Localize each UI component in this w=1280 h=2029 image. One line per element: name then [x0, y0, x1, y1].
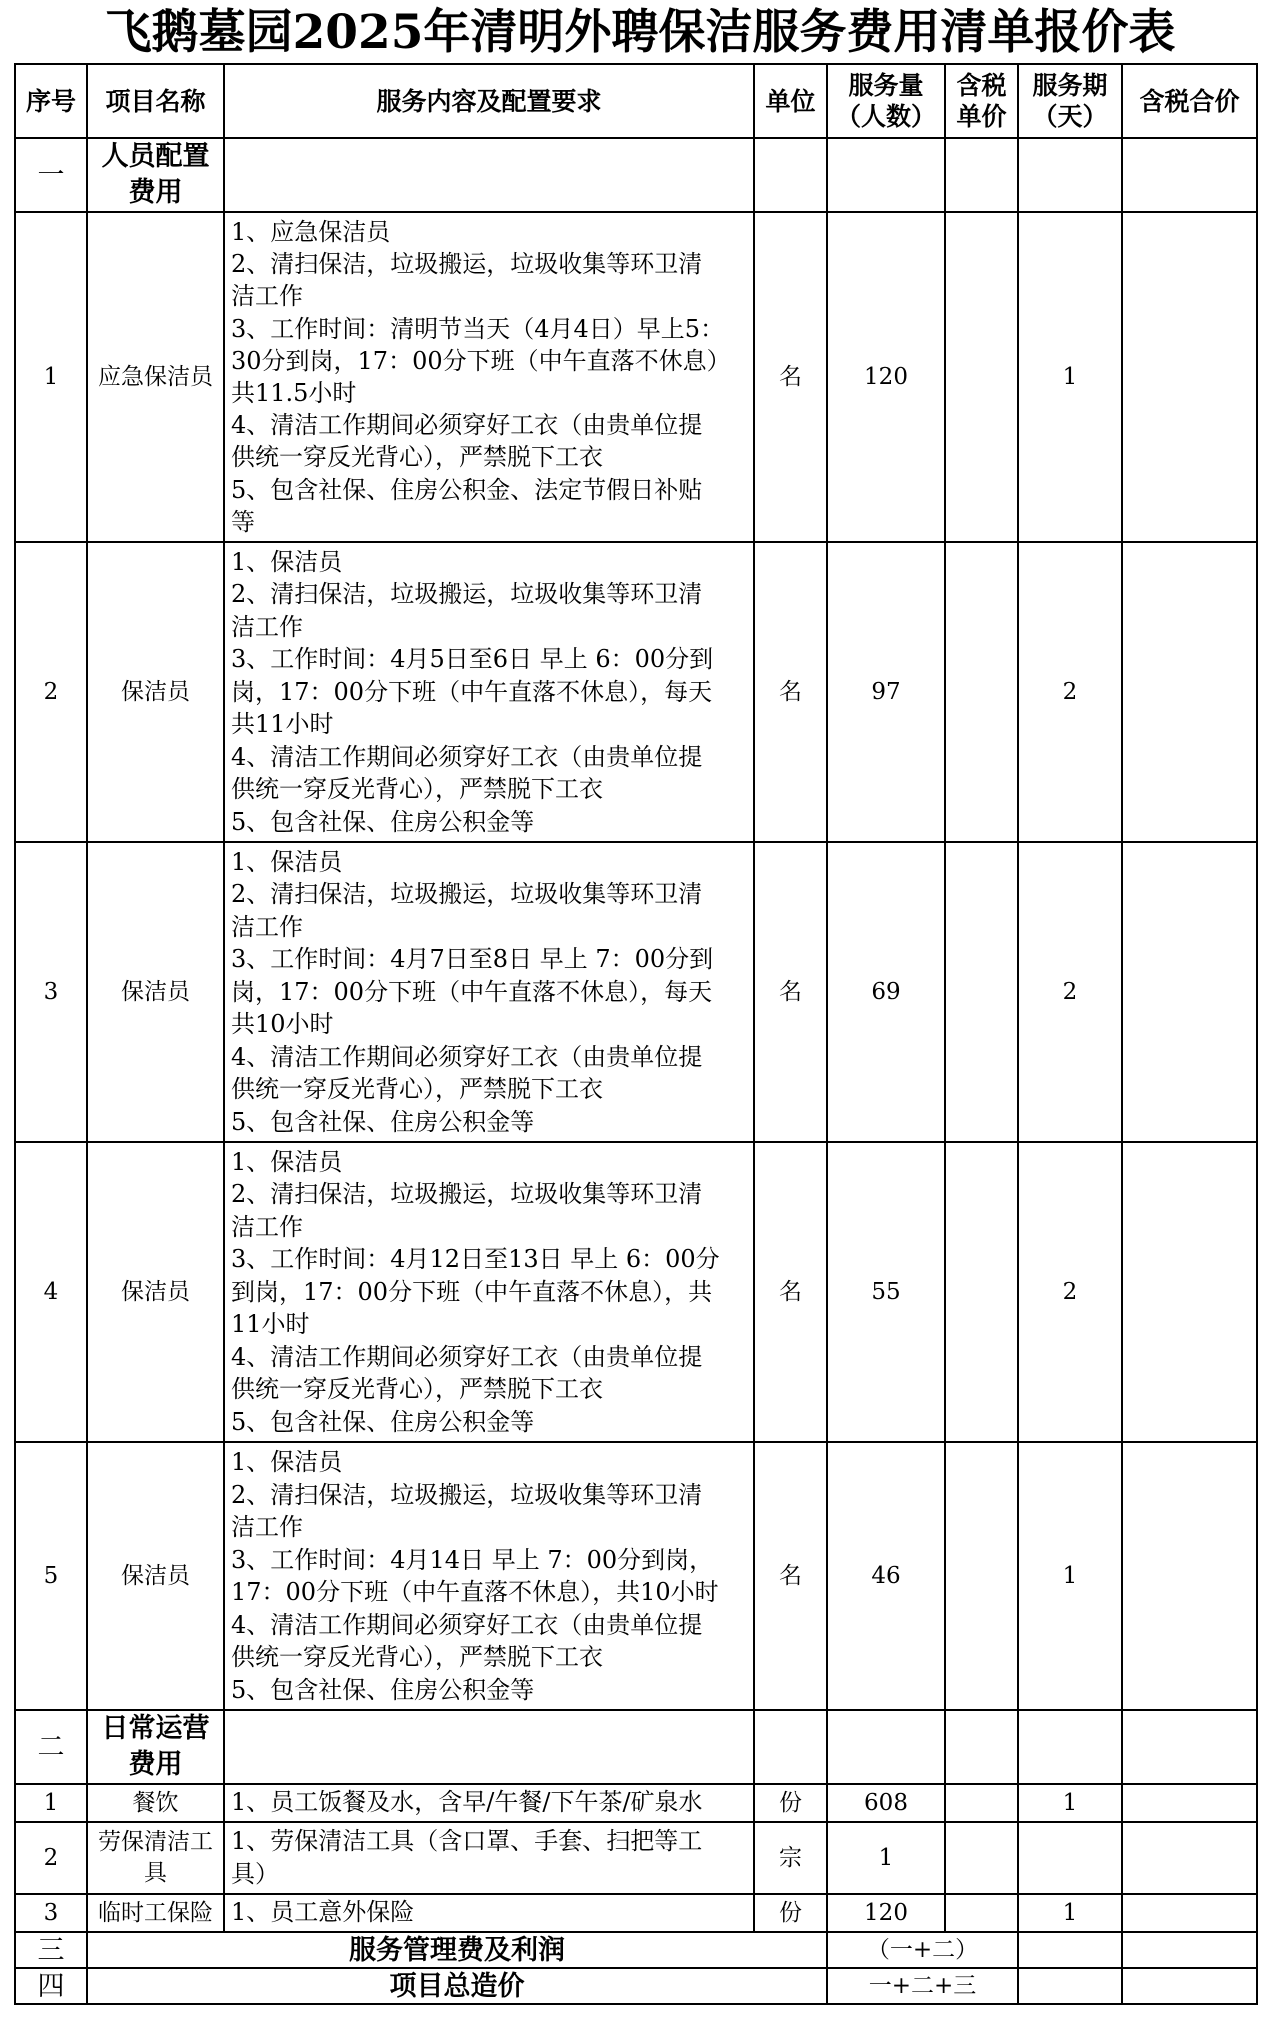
row-content	[224, 842, 754, 1142]
summary-row	[15, 1968, 1257, 2004]
content-line: 等	[231, 507, 255, 536]
row-item-name: 保洁员	[87, 542, 224, 842]
empty-cell	[1018, 1968, 1122, 2004]
row-content	[224, 1822, 754, 1894]
row-qty: 46	[827, 1442, 945, 1710]
row-unit: 份	[754, 1894, 827, 1932]
row-price	[945, 542, 1018, 842]
header-period-line1: 服务期	[1032, 71, 1108, 100]
content-line: 4、清洁工作期间必须穿好工衣（由贵单位提	[231, 411, 703, 440]
header-period-line2: （天）	[1032, 102, 1108, 131]
empty-cell	[1122, 1968, 1257, 2004]
content-line: 1、应急保洁员	[231, 217, 391, 246]
row-price	[945, 1822, 1018, 1894]
row-seq: 2	[15, 542, 87, 842]
row-item-name: 餐饮	[87, 1784, 224, 1822]
header-period	[1018, 64, 1122, 138]
content-line: 洁工作	[231, 912, 303, 941]
row-seq: 3	[15, 1894, 87, 1932]
content-line: 共11小时	[231, 710, 334, 739]
header-row	[15, 64, 1257, 138]
content-line: 洁工作	[231, 282, 303, 311]
summary-seq: 四	[15, 1968, 87, 2004]
row-content	[224, 1894, 754, 1932]
row-unit: 宗	[754, 1822, 827, 1894]
row-total	[1122, 212, 1257, 542]
empty-cell	[1122, 1932, 1257, 1968]
content-line: 5、包含社保、住房公积金等	[231, 807, 535, 836]
content-line: 1、员工意外保险	[231, 1898, 415, 1927]
row-item-name: 保洁员	[87, 1142, 224, 1442]
row-period: 2	[1018, 542, 1122, 842]
empty-cell	[827, 1710, 945, 1784]
summary-formula: 一+二+三	[827, 1968, 1018, 2004]
row-seq: 1	[15, 1784, 87, 1822]
header-qty-line2: （人数）	[835, 102, 936, 131]
item-row	[15, 1142, 1257, 1442]
header-price-line1: 含税	[956, 71, 1007, 100]
summary-name: 项目总造价	[87, 1968, 827, 2004]
item-row	[15, 1442, 1257, 1710]
empty-cell	[754, 1710, 827, 1784]
row-period: 1	[1018, 1442, 1122, 1710]
row-total	[1122, 1822, 1257, 1894]
content-line: 11小时	[231, 1310, 310, 1339]
row-qty: 55	[827, 1142, 945, 1442]
content-line: 4、清洁工作期间必须穿好工衣（由贵单位提	[231, 742, 703, 771]
row-content	[224, 212, 754, 542]
content-line: 供统一穿反光背心），严禁脱下工衣	[231, 1375, 603, 1404]
empty-cell	[1122, 138, 1257, 212]
content-line: 30分到岗，17：00分下班（中午直落不休息）	[231, 346, 731, 375]
content-line: 3、工作时间：4月7日至8日 早上 7：00分到	[231, 945, 714, 974]
row-period: 2	[1018, 842, 1122, 1142]
summary-row	[15, 1932, 1257, 1968]
content-line: 1、保洁员	[231, 1448, 343, 1476]
row-item-name: 临时工保险	[87, 1894, 224, 1932]
content-line: 5、包含社保、住房公积金等	[231, 1407, 535, 1436]
content-line: 共11.5小时	[231, 379, 357, 407]
quote-table	[14, 63, 1258, 2005]
content-line: 供统一穿反光背心），严禁脱下工衣	[231, 1643, 603, 1671]
content-line: 洁工作	[231, 612, 303, 641]
empty-cell	[1018, 1932, 1122, 1968]
content-line: 1、劳保清洁工具（含口罩、手套、扫把等工	[231, 1826, 703, 1855]
row-total	[1122, 1142, 1257, 1442]
row-unit: 名	[754, 1142, 827, 1442]
row-item-name: 保洁员	[87, 842, 224, 1142]
item-row	[15, 1822, 1257, 1894]
empty-cell	[827, 138, 945, 212]
content-line: 2、清扫保洁，垃圾搬运，垃圾收集等环卫清	[231, 880, 703, 909]
row-qty: 97	[827, 542, 945, 842]
row-content	[224, 1442, 754, 1710]
document-title: 飞鹅墓园2025年清明外聘保洁服务费用清单报价表	[104, 5, 1176, 60]
content-line: 17：00分下班（中午直落不休息），共10小时	[231, 1578, 719, 1606]
row-qty: 69	[827, 842, 945, 1142]
section-seq: 二	[15, 1710, 87, 1784]
header-unit: 单位	[754, 64, 827, 138]
content-line: 5、包含社保、住房公积金、法定节假日补贴	[231, 475, 703, 504]
row-item-name: 保洁员	[87, 1442, 224, 1710]
content-line: 1、员工饭餐及水，含早/午餐/下午茶/矿泉水	[231, 1788, 703, 1817]
content-line: 岗，17：00分下班（中午直落不休息），每天	[231, 677, 713, 706]
row-period: 1	[1018, 1894, 1122, 1932]
row-total	[1122, 1894, 1257, 1932]
content-line: 3、工作时间：4月14日 早上 7：00分到岗，	[231, 1545, 714, 1574]
row-total	[1122, 1442, 1257, 1710]
item-row	[15, 1894, 1257, 1932]
content-line: 3、工作时间：4月12日至13日 早上 6：00分	[231, 1245, 720, 1274]
row-content	[224, 1142, 754, 1442]
content-line: 共10小时	[231, 1010, 334, 1039]
content-line: 洁工作	[231, 1513, 303, 1541]
header-item: 项目名称	[87, 64, 224, 138]
empty-cell	[224, 138, 754, 212]
content-line: 3、工作时间：4月5日至6日 早上 6：00分到	[231, 645, 714, 674]
header-price-line2: 单价	[956, 102, 1007, 131]
content-line: 2、清扫保洁，垃圾搬运，垃圾收集等环卫清	[231, 1180, 703, 1209]
row-content	[224, 1784, 754, 1822]
content-line: 2、清扫保洁，垃圾搬运，垃圾收集等环卫清	[231, 580, 703, 609]
empty-cell	[224, 1710, 754, 1784]
content-line: 4、清洁工作期间必须穿好工衣（由贵单位提	[231, 1042, 703, 1071]
empty-cell	[754, 138, 827, 212]
row-unit: 名	[754, 542, 827, 842]
row-unit: 名	[754, 842, 827, 1142]
content-line: 岗，17：00分下班（中午直落不休息），每天	[231, 977, 713, 1006]
row-seq: 2	[15, 1822, 87, 1894]
content-line: 2、清扫保洁，垃圾搬运，垃圾收集等环卫清	[231, 1480, 703, 1509]
item-row	[15, 842, 1257, 1142]
content-line: 5、包含社保、住房公积金等	[231, 1107, 535, 1136]
section-row	[15, 138, 1257, 212]
item-row	[15, 1784, 1257, 1822]
empty-cell	[1018, 138, 1122, 212]
row-period: 2	[1018, 1142, 1122, 1442]
row-unit: 名	[754, 212, 827, 542]
empty-cell	[945, 138, 1018, 212]
content-line: 4、清洁工作期间必须穿好工衣（由贵单位提	[231, 1610, 703, 1639]
item-row	[15, 212, 1257, 542]
content-line: 4、清洁工作期间必须穿好工衣（由贵单位提	[231, 1342, 703, 1371]
row-period: 1	[1018, 212, 1122, 542]
row-qty: 120	[827, 1894, 945, 1932]
content-line: 3、工作时间：清明节当天（4月4日）早上5：	[231, 314, 725, 343]
row-item-name: 劳保清洁工具	[87, 1822, 224, 1894]
row-qty: 1	[827, 1822, 945, 1894]
header-total: 含税合价	[1122, 64, 1257, 138]
content-line: 2、清扫保洁，垃圾搬运，垃圾收集等环卫清	[231, 250, 703, 279]
row-total	[1122, 842, 1257, 1142]
row-unit: 份	[754, 1784, 827, 1822]
row-content	[224, 542, 754, 842]
row-price	[945, 212, 1018, 542]
row-seq: 5	[15, 1442, 87, 1710]
summary-seq: 三	[15, 1932, 87, 1968]
summary-formula: （一+二）	[827, 1932, 1018, 1968]
header-content: 服务内容及配置要求	[224, 64, 754, 138]
row-price	[945, 842, 1018, 1142]
row-price	[945, 1442, 1018, 1710]
item-row	[15, 542, 1257, 842]
content-line: 具）	[231, 1860, 279, 1888]
header-qty	[827, 64, 945, 138]
header-seq: 序号	[15, 64, 87, 138]
row-price	[945, 1784, 1018, 1822]
content-line: 5、包含社保、住房公积金等	[231, 1675, 535, 1704]
row-unit: 名	[754, 1442, 827, 1710]
header-price	[945, 64, 1018, 138]
row-price	[945, 1142, 1018, 1442]
summary-name: 服务管理费及利润	[87, 1932, 827, 1968]
row-qty: 120	[827, 212, 945, 542]
empty-cell	[1122, 1710, 1257, 1784]
section-seq: 一	[15, 138, 87, 212]
empty-cell	[945, 1710, 1018, 1784]
row-period: 1	[1018, 1784, 1122, 1822]
section-name: 日常运营费用	[87, 1710, 224, 1784]
row-period	[1018, 1822, 1122, 1894]
row-seq: 3	[15, 842, 87, 1142]
row-seq: 4	[15, 1142, 87, 1442]
row-total	[1122, 542, 1257, 842]
empty-cell	[1018, 1710, 1122, 1784]
content-line: 供统一穿反光背心），严禁脱下工衣	[231, 775, 603, 804]
row-item-name: 应急保洁员	[87, 212, 224, 542]
content-line: 1、保洁员	[231, 547, 343, 576]
row-seq: 1	[15, 212, 87, 542]
content-line: 1、保洁员	[231, 847, 343, 876]
content-line: 1、保洁员	[231, 1147, 343, 1176]
row-qty: 608	[827, 1784, 945, 1822]
row-total	[1122, 1784, 1257, 1822]
section-row	[15, 1710, 1257, 1784]
row-price	[945, 1894, 1018, 1932]
content-line: 供统一穿反光背心），严禁脱下工衣	[231, 443, 603, 472]
content-line: 供统一穿反光背心），严禁脱下工衣	[231, 1075, 603, 1104]
header-qty-line1: 服务量	[848, 71, 924, 100]
content-line: 洁工作	[231, 1212, 303, 1241]
content-line: 到岗，17：00分下班（中午直落不休息），共	[231, 1277, 713, 1306]
section-name: 人员配置费用	[87, 138, 224, 212]
